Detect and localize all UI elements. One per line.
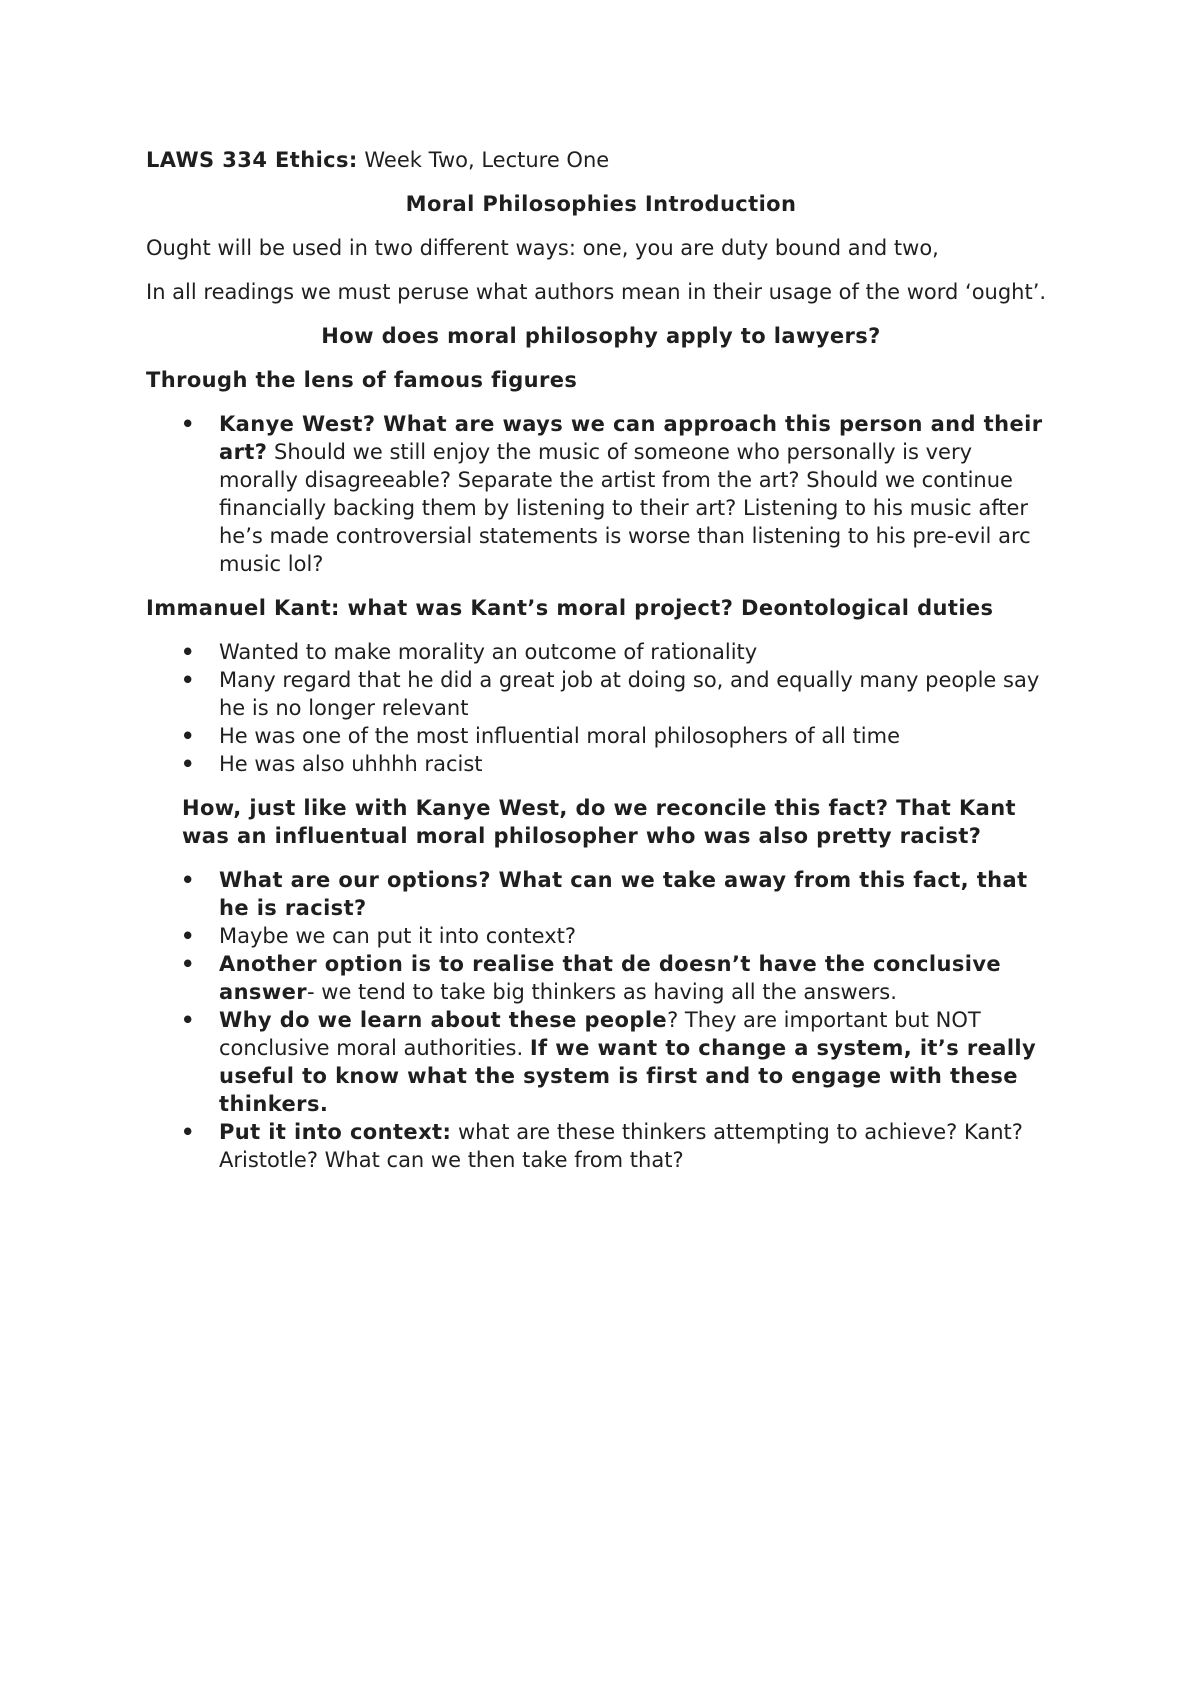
bullet-bold-text: If we want to change a system, it’s really useful to know what the system is first and to engage with these thinkers.: [219, 1036, 1037, 1116]
options-bullet-list: [146, 866, 1056, 1174]
bullet-text: ? They are important but NOT conclusive moral authorities.: [219, 1008, 981, 1060]
bullet-text: Should we still enjoy the music of someone who personally is very morally disagreeable? Separate the artist from the art? Should we continue financially backing them by listening to their art? Listening to his music after he’s made controversial statements is worse than listening to his pre-evil arc music lol?: [219, 440, 1031, 576]
list-item: [146, 410, 1056, 578]
document-page: [146, 146, 1056, 1190]
list-item: • What are our options? What can we take away from this fact, that he is racist?: [146, 866, 1056, 922]
list-item: • He was one of the most influential moral philosophers of all time: [146, 722, 1056, 750]
document-title: Moral Philosophies Introduction: [405, 192, 797, 216]
list-item: [146, 1006, 1056, 1118]
bullet-bold-text: Why do we learn about these people: [219, 1008, 668, 1032]
list-item: • Maybe we can put it into context?: [146, 922, 1056, 950]
section-heading-kant: Immanuel Kant: what was Kant’s moral project? Deontological duties: [146, 596, 994, 620]
section-heading-lawyers: How does moral philosophy apply to lawyers?: [321, 324, 881, 348]
bullet-bold-text: Another option is to realise that de doesn’t have the conclusive answer: [219, 952, 1002, 1004]
list-item: [146, 1118, 1056, 1174]
bullet-text: what are these thinkers attempting to achieve? Kant? Aristotle? What can we then take from that?: [219, 1120, 1023, 1172]
intro-paragraph-2: In all readings we must peruse what authors mean in their usage of the word ‘ought’.: [146, 280, 1047, 304]
lecture-label: Week Two, Lecture One: [357, 148, 610, 172]
bullet-bold-text: Kanye West? What are ways we can approach this person and their art?: [219, 412, 1043, 464]
intro-paragraph-1: Ought will be used in two different ways: one, you are duty bound and two,: [146, 236, 939, 260]
reconcile-question: How, just like with Kanye West, do we reconcile this fact? That Kant was an influentual moral philosopher who was also pretty racist?: [182, 796, 1016, 848]
course-code: LAWS 334 Ethics:: [146, 148, 358, 172]
list-item: [146, 950, 1056, 1006]
bullet-text: - we tend to take big thinkers as having all the answers.: [307, 980, 897, 1004]
kant-bullet-list: [146, 638, 1056, 778]
list-item: • He was also uhhhh racist: [146, 750, 1056, 778]
list-item: • Wanted to make morality an outcome of rationality: [146, 638, 1056, 666]
list-item: • Many regard that he did a great job at doing so, and equally many people say he is no longer relevant: [146, 666, 1056, 722]
kanye-bullet-list: [146, 410, 1056, 578]
bullet-bold-text: Put it into context:: [219, 1120, 452, 1144]
course-header: [146, 146, 1056, 174]
subheading-famous-figures: Through the lens of famous figures: [146, 368, 578, 392]
